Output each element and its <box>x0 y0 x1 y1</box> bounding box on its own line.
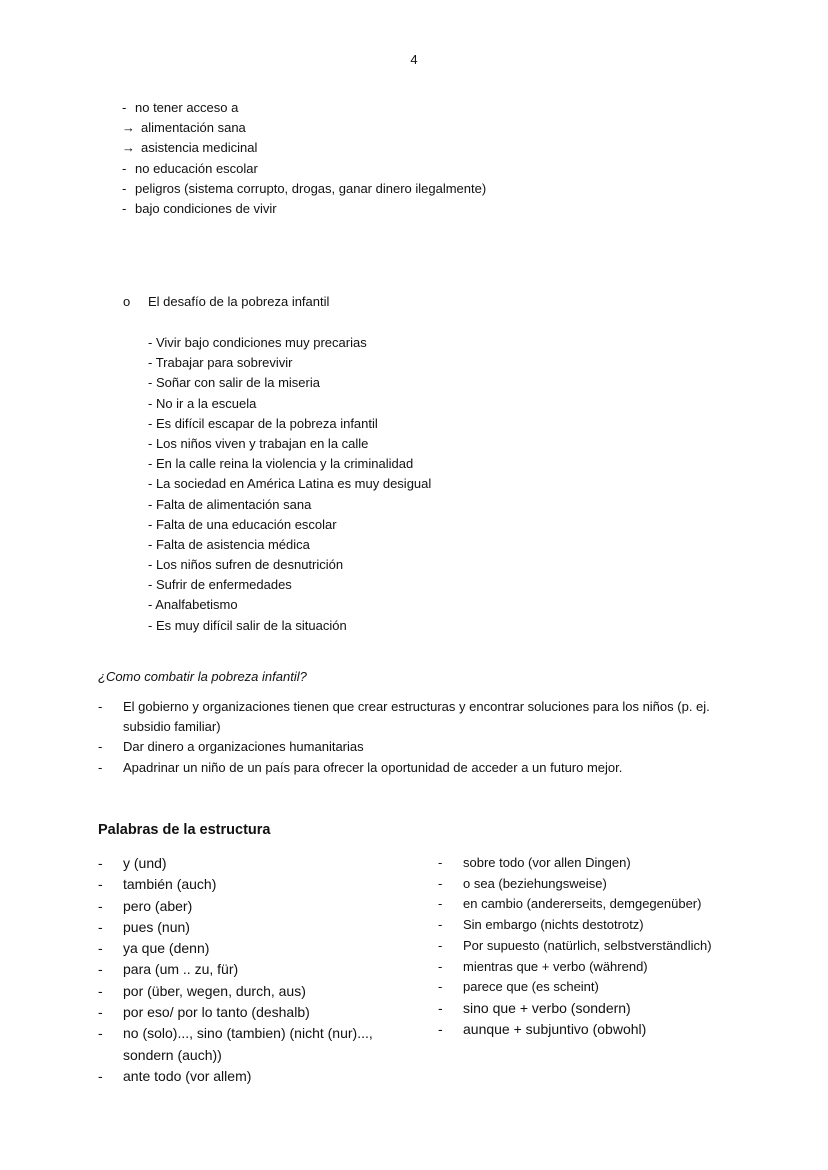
list-item-text: por eso/ por lo tanto (deshalb) <box>123 1004 310 1021</box>
dash-marker: - <box>438 999 443 1016</box>
dash-marker: - <box>122 200 127 216</box>
list-item <box>122 138 486 158</box>
list-item <box>438 915 738 936</box>
dash-marker: - <box>98 918 103 935</box>
list-item: - Analfabetismo <box>148 597 238 613</box>
list-item: - Falta de una educación escolar <box>148 516 337 532</box>
list-item: - Los niños viven y trabajan en la calle <box>148 435 369 451</box>
list-item-text: no (solo)..., sino (tambien) (nicht (nur)..., sondern (auch)) <box>123 1025 373 1063</box>
list-item-text: sino que + verbo (sondern) <box>463 999 631 1016</box>
list-item-text: bajo condiciones de vivir <box>135 200 277 216</box>
list-item-text: asistencia medicinal <box>141 140 258 156</box>
list-item <box>98 938 398 959</box>
dash-marker: - <box>98 855 103 871</box>
subsection-title: El desafío de la pobreza infantil <box>148 294 330 309</box>
challenge-list <box>148 333 431 636</box>
list-item-text: sobre todo (vor allen Dingen) <box>463 855 631 870</box>
list-item <box>98 917 398 938</box>
dash-marker: - <box>98 699 103 714</box>
list-item-text: no tener acceso a <box>135 100 239 115</box>
list-item-text: parece que (es scheint) <box>463 979 599 995</box>
list-item-text: Por supuesto (natürlich, selbstverständlich) <box>463 937 712 953</box>
dash-marker: - <box>122 160 127 176</box>
dash-marker: - <box>98 1067 103 1084</box>
dash-marker: - <box>438 917 443 933</box>
dash-marker: - <box>98 897 103 914</box>
list-item: - Vivir bajo condiciones muy precarias <box>148 335 367 350</box>
list-item-text: en cambio (andererseits, demgegenüber) <box>463 896 702 912</box>
list-item <box>122 159 486 179</box>
arrow-right-icon: → <box>122 120 135 136</box>
list-item-text: ya que (denn) <box>123 940 210 957</box>
dash-marker: - <box>98 961 103 978</box>
list-item-text: Apadrinar un niño de un país para ofrecer la oportunidad de acceder a un futuro mejor. <box>123 759 623 775</box>
list-item: - En la calle reina la violencia y la criminalidad <box>148 456 414 472</box>
list-item <box>438 957 738 978</box>
dash-marker: - <box>122 100 127 115</box>
list-item <box>98 1002 398 1023</box>
structure-words-right <box>438 853 738 1039</box>
list-item <box>122 179 486 199</box>
list-item-text: Sin embargo (nichts destotrotz) <box>463 917 644 933</box>
list-item: - Los niños sufren de desnutrición <box>148 557 344 573</box>
dash-marker: - <box>438 958 443 974</box>
list-item: - Sufrir de enfermedades <box>148 577 292 593</box>
list-item-text: mientras que + verbo (während) <box>463 958 648 974</box>
dash-marker: - <box>438 875 443 891</box>
list-item <box>438 894 738 915</box>
solutions-list <box>98 697 738 778</box>
list-item-text: también (auch) <box>123 876 217 893</box>
page-number: 4 <box>410 52 418 67</box>
list-item: - La sociedad en América Latina es muy desigual <box>148 476 432 492</box>
list-item: - Trabajar para sobrevivir <box>148 355 293 371</box>
dash-marker: - <box>438 1020 443 1037</box>
list-item-text: pues (nun) <box>123 918 190 935</box>
list-item-text: peligros (sistema corrupto, drogas, ganar dinero ilegalmente) <box>135 180 487 196</box>
list-item <box>438 936 738 957</box>
dash-marker: - <box>98 1004 103 1021</box>
arrow-right-icon: → <box>122 140 135 156</box>
list-item <box>438 1019 738 1040</box>
list-item-text: o sea (beziehungsweise) <box>463 875 607 891</box>
list-item: - Falta de alimentación sana <box>148 496 312 512</box>
list-item-text: pero (aber) <box>123 897 193 914</box>
list-item-text: ante todo (vor allem) <box>123 1067 252 1084</box>
list-item <box>438 853 738 874</box>
list-item <box>122 118 486 138</box>
question-heading: ¿Como combatir la pobreza infantil? <box>98 669 307 684</box>
list-item-text: alimentación sana <box>141 120 246 136</box>
list-item-text: por (über, wegen, durch, aus) <box>123 982 306 999</box>
list-item <box>98 1066 398 1087</box>
section-title: Palabras de la estructura <box>98 822 271 838</box>
circle-bullet: o <box>123 294 131 309</box>
list-item <box>122 199 486 219</box>
list-item: - Soñar con salir de la miseria <box>148 375 320 391</box>
list-item <box>122 98 486 118</box>
list-item <box>98 1023 398 1066</box>
list-item-text: Dar dinero a organizaciones humanitarias <box>123 739 364 755</box>
list-item <box>98 853 398 874</box>
top-list <box>122 98 486 219</box>
list-item <box>438 874 738 895</box>
dash-marker: - <box>122 180 127 196</box>
list-item <box>98 959 398 980</box>
list-item <box>98 697 738 737</box>
list-item-text: para (um .. zu, für) <box>123 961 239 978</box>
list-item: - Falta de asistencia médica <box>148 536 310 552</box>
list-item <box>98 981 398 1002</box>
list-item <box>98 737 738 757</box>
dash-marker: - <box>438 979 443 995</box>
list-item <box>438 998 738 1019</box>
list-item-text: y (und) <box>123 855 167 871</box>
list-item <box>98 896 398 917</box>
list-item: - No ir a la escuela <box>148 395 257 411</box>
dash-marker: - <box>98 739 103 755</box>
list-item: - Es muy difícil salir de la situación <box>148 617 347 633</box>
dash-marker: - <box>98 876 103 893</box>
list-item-text: no educación escolar <box>135 160 258 176</box>
dash-marker: - <box>438 896 443 912</box>
list-item <box>98 874 398 895</box>
list-item <box>438 977 738 998</box>
list-item <box>98 758 738 778</box>
dash-marker: - <box>98 940 103 957</box>
structure-words-left <box>98 853 398 1087</box>
dash-marker: - <box>98 982 103 999</box>
list-item-text: El gobierno y organizaciones tienen que crear estructuras y encontrar soluciones para los niños (p. ej. subsidio familiar) <box>123 699 710 735</box>
dash-marker: - <box>98 759 103 775</box>
list-item-text: aunque + subjuntivo (obwohl) <box>463 1020 647 1037</box>
dash-marker: - <box>438 937 443 953</box>
list-item: - Es difícil escapar de la pobreza infantil <box>148 415 378 431</box>
dash-marker: - <box>438 855 443 870</box>
dash-marker: - <box>98 1025 103 1042</box>
